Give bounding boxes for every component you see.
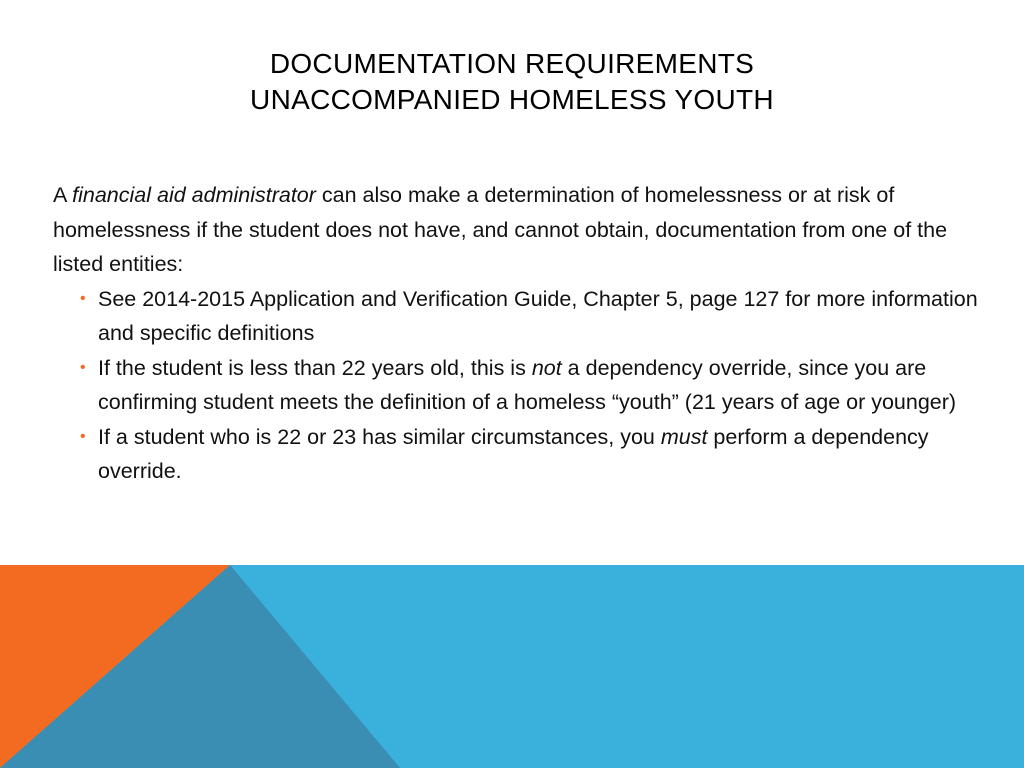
title-line-2: UNACCOMPANIED HOMELESS YOUTH [250,84,774,115]
slide-title [0,46,1024,118]
intro-prefix: A [53,183,73,207]
slide-body [53,178,983,489]
bullet-text-after: a dependency override, since you are confirming student meets the definition of a homeless “youth” (21 years of age or younger) [98,355,957,414]
bullet-item [53,420,983,489]
bullet-dot-icon: • [80,289,86,307]
bullet-dot-icon: • [80,427,86,445]
decorative-footer-band [0,565,1024,768]
bullet-item [53,351,983,420]
bullet-emphasis: must [660,424,708,449]
bullet-text-before: If the student is less than 22 years old, this is [98,355,532,380]
bullet-text-before: If a student who is 22 or 23 has similar circumstances, you [98,424,661,449]
intro-paragraph [53,178,983,282]
bullet-item [53,282,983,351]
intro-suffix: can also make a determination of homelessness or at risk of homelessness if the student does not have, and cannot obtain, documentation from one of the listed entities: [53,183,948,276]
intro-emphasis: financial aid administrator [72,183,316,207]
bullet-text: See 2014-2015 Application and Verification Guide, Chapter 5, page 127 for more information and specific definitions [98,286,978,345]
bullet-dot-icon: • [80,358,86,376]
title-line-1: DOCUMENTATION REQUIREMENTS [269,48,755,79]
bullet-emphasis: not [531,355,562,380]
bullet-list [53,282,983,489]
bullet-text-after: perform a dependency override. [98,424,929,483]
